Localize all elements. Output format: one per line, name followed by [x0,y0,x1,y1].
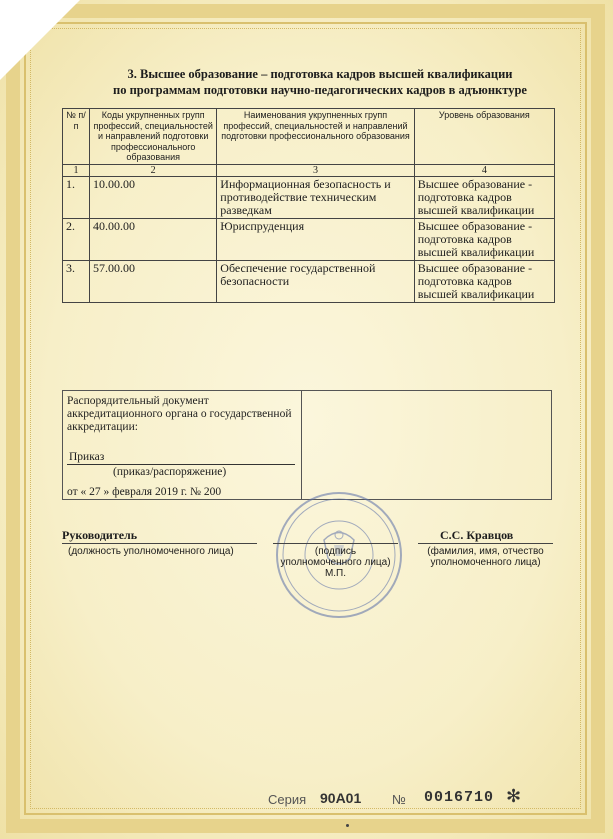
series-label: Серия [268,792,307,807]
row-level: Высшее образование - подготовка кадров высшей квалификации [414,260,554,302]
row-level: Высшее образование - подготовка кадров высшей квалификации [414,218,554,260]
accreditation-box [62,390,552,500]
header-level: Уровень образования [414,109,554,165]
programs-table [62,108,555,303]
col-number: 1 [63,164,90,176]
stamp-hint: М.П. [324,568,347,579]
document-type: Приказ [69,451,105,463]
signature-hint [273,546,398,579]
col-number: 4 [414,164,554,176]
document-type-hint: (приказ/распоряжение) [113,466,227,478]
header-names: Наименования укрупненных групп профессий, специальностей и направлений подготовки профессионального образования [217,109,414,165]
row-number: 3. [63,260,90,302]
table-row [63,260,555,302]
row-level: Высшее образование - подготовка кадров высшей квалификации [414,176,554,218]
row-code: 57.00.00 [90,260,217,302]
row-name: Информационная безопасность и противодействие техническим разведкам [217,176,414,218]
signature-line [273,543,398,544]
position-underline [62,543,257,544]
row-name: Обеспечение государственной безопасности [217,260,414,302]
signer-name: С.С. Кравцов [440,528,514,542]
star-mark-icon: ✻ [506,786,522,806]
number-label: № [392,792,406,807]
position-title: Руководитель [62,528,138,542]
title-line-2: по программам подготовки научно-педагогических кадров в адъюнктуре [113,83,527,97]
box-divider [301,391,302,500]
document-date: от « 27 » февраля 2019 г. № 200 [67,486,222,498]
folded-corner [0,0,80,80]
header-number: № п/п [63,109,90,165]
header-codes: Коды укрупненных групп профессий, специальностей и направлений подготовки профессионального образования [90,109,217,165]
row-number: 2. [63,218,90,260]
signer-hint: (фамилия, имя, отчество уполномоченного лица) [427,546,544,568]
section-title [70,66,570,98]
document-type-underline [67,464,295,465]
decorative-dot [346,824,349,827]
table-row [63,176,555,218]
column-number-row [63,164,555,176]
row-name: Юриспруденция [217,218,414,260]
accreditation-text: Распорядительный документ аккредитационного органа о государственной аккредитации: [67,395,292,433]
position-hint: (должность уполномоченного лица) [68,546,234,557]
signer-underline [418,543,553,544]
col-number: 3 [217,164,414,176]
title-line-1: 3. Высшее образование – подготовка кадров высшей квалификации [127,67,513,81]
blank-number: 0016710 [424,789,495,806]
row-number: 1. [63,176,90,218]
table-row [63,218,555,260]
series-value: 90А01 [320,790,362,806]
row-code: 40.00.00 [90,218,217,260]
col-number: 2 [90,164,217,176]
row-code: 10.00.00 [90,176,217,218]
table-header-row [63,109,555,165]
signature-hint-text: (подпись уполномоченного лица) [280,546,391,568]
